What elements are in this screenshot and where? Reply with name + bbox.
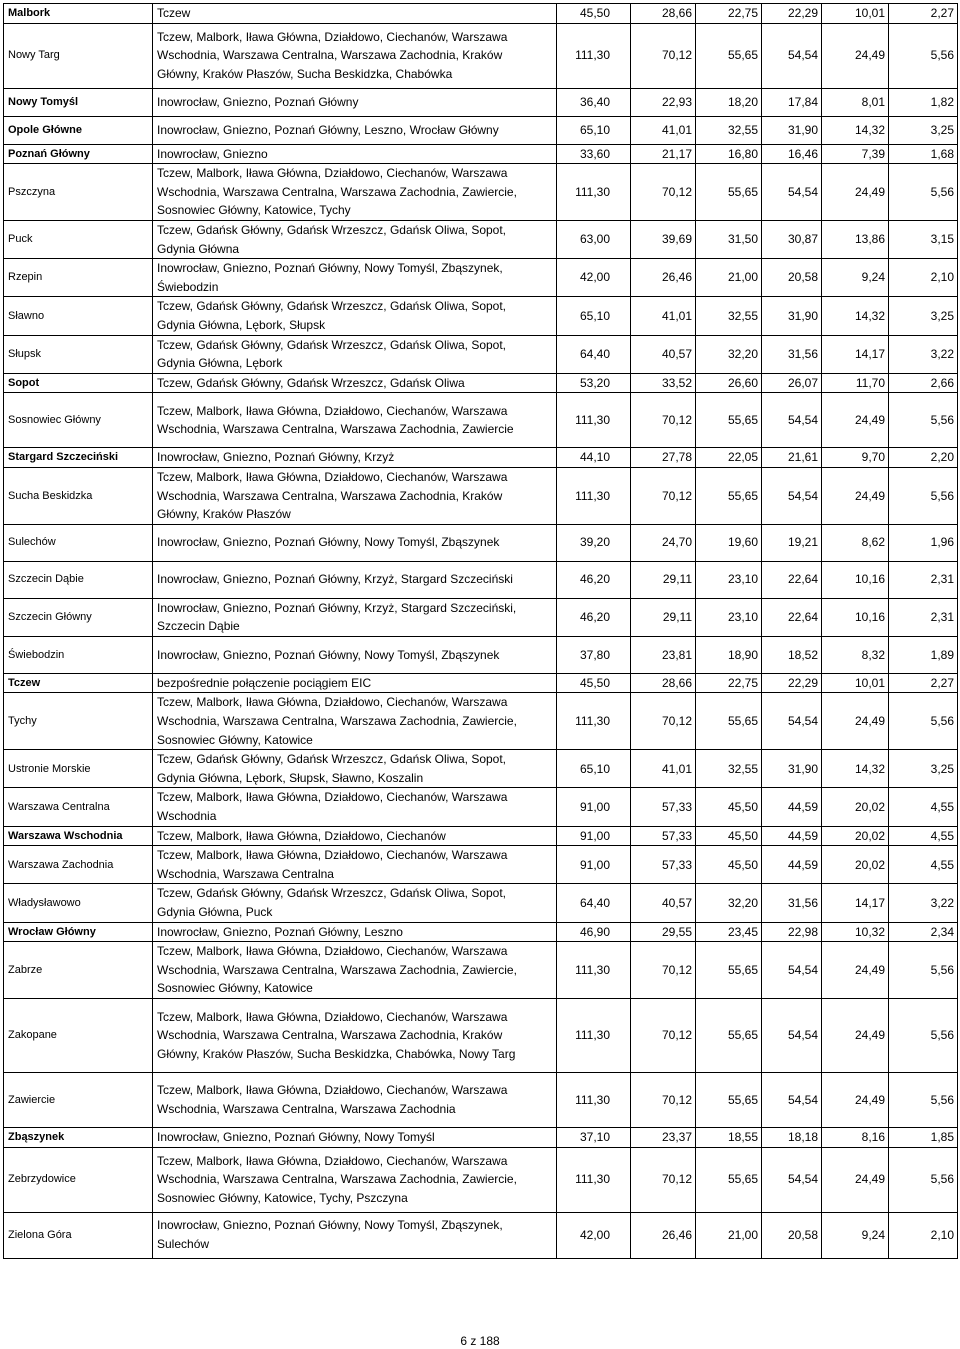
fare-cell: 57,33	[631, 788, 696, 826]
fare-cell: 2,31	[889, 598, 958, 636]
fare-cell: 70,12	[631, 23, 696, 88]
fare-cell: 70,12	[631, 164, 696, 221]
table-row	[4, 598, 958, 636]
fare-cell: 37,10	[557, 1127, 631, 1147]
route-cell: Tczew, Malbork, Iława Główna, Działdowo, Ciechanów, Warszawa Wschodnia, Warszawa Centralna, Warszawa Zachodnia, Kraków Główny, Kraków Płaszów, Sucha Beskidzka, Chabówka	[153, 23, 557, 88]
fare-cell: 54,54	[762, 998, 822, 1072]
fare-cell: 9,70	[822, 448, 889, 468]
fare-cell: 23,10	[696, 598, 762, 636]
fare-cell: 29,11	[631, 561, 696, 598]
fare-cell: 8,32	[822, 636, 889, 673]
fare-cell: 3,15	[889, 220, 958, 258]
fare-cell: 14,17	[822, 884, 889, 922]
fare-cell: 27,78	[631, 448, 696, 468]
station-cell: Warszawa Centralna	[4, 788, 153, 826]
fare-cell: 26,46	[631, 1212, 696, 1258]
fare-cell: 55,65	[696, 693, 762, 750]
fare-cell: 46,20	[557, 598, 631, 636]
table-row	[4, 1127, 958, 1147]
fare-cell: 33,52	[631, 373, 696, 393]
fare-cell: 20,02	[822, 826, 889, 846]
table-row	[4, 335, 958, 373]
fare-cell: 18,52	[762, 636, 822, 673]
fare-cell: 5,56	[889, 1072, 958, 1127]
fare-cell: 2,31	[889, 561, 958, 598]
fare-cell: 70,12	[631, 1147, 696, 1212]
route-cell: Tczew, Gdańsk Główny, Gdańsk Wrzeszcz, Gdańsk Oliwa, Sopot, Gdynia Główna, Lębork	[153, 335, 557, 373]
fare-cell: 10,01	[822, 4, 889, 24]
table-row	[4, 998, 958, 1072]
table-row	[4, 393, 958, 448]
route-cell: Tczew, Gdańsk Główny, Gdańsk Wrzeszcz, Gdańsk Oliwa, Sopot, Gdynia Główna, Lębork, Słupsk, Sławno, Koszalin	[153, 750, 557, 788]
table-row	[4, 942, 958, 999]
table-row	[4, 636, 958, 673]
route-cell: Inowrocław, Gniezno, Poznań Główny, Nowy Tomyśl, Zbąszynek	[153, 524, 557, 561]
fare-cell: 24,49	[822, 393, 889, 448]
route-cell: Inowrocław, Gniezno	[153, 144, 557, 164]
route-cell: Inowrocław, Gniezno, Poznań Główny, Krzyż, Stargard Szczeciński, Szczecin Dąbie	[153, 598, 557, 636]
fare-cell: 32,55	[696, 750, 762, 788]
fare-cell: 55,65	[696, 393, 762, 448]
fare-cell: 21,00	[696, 1212, 762, 1258]
table-row	[4, 922, 958, 942]
fare-cell: 3,25	[889, 116, 958, 144]
fare-cell: 36,40	[557, 88, 631, 116]
fare-cell: 54,54	[762, 467, 822, 524]
fare-cell: 70,12	[631, 998, 696, 1072]
route-cell: Tczew, Malbork, Iława Główna, Działdowo, Ciechanów, Warszawa Wschodnia, Warszawa Centralna, Warszawa Zachodnia, Kraków Główny, Kraków Płaszów, Sucha Beskidzka, Chabówka, Nowy Targ	[153, 998, 557, 1072]
table-row	[4, 846, 958, 884]
fare-cell: 11,70	[822, 373, 889, 393]
route-cell: Inowrocław, Gniezno, Poznań Główny, Nowy Tomyśl	[153, 1127, 557, 1147]
route-cell: Tczew, Malbork, Iława Główna, Działdowo, Ciechanów, Warszawa Wschodnia, Warszawa Centralna	[153, 846, 557, 884]
station-cell: Sławno	[4, 297, 153, 335]
fare-cell: 70,12	[631, 942, 696, 999]
fare-cell: 22,93	[631, 88, 696, 116]
fare-cell: 22,64	[762, 561, 822, 598]
fare-cell: 19,21	[762, 524, 822, 561]
fare-cell: 5,56	[889, 998, 958, 1072]
fare-cell: 13,86	[822, 220, 889, 258]
fare-cell: 5,56	[889, 1147, 958, 1212]
fare-cell: 22,98	[762, 922, 822, 942]
fare-cell: 24,49	[822, 467, 889, 524]
fare-cell: 20,58	[762, 1212, 822, 1258]
fare-cell: 53,20	[557, 373, 631, 393]
fare-cell: 111,30	[557, 693, 631, 750]
fare-cell: 20,02	[822, 788, 889, 826]
fare-cell: 70,12	[631, 693, 696, 750]
fare-cell: 42,00	[557, 1212, 631, 1258]
station-cell: Szczecin Główny	[4, 598, 153, 636]
table-row	[4, 23, 958, 88]
fare-cell: 28,66	[631, 4, 696, 24]
fare-cell: 44,59	[762, 788, 822, 826]
fare-cell: 55,65	[696, 1072, 762, 1127]
table-row	[4, 4, 958, 24]
table-row	[4, 88, 958, 116]
station-cell: Opole Główne	[4, 116, 153, 144]
table-row	[4, 467, 958, 524]
fare-cell: 24,49	[822, 1072, 889, 1127]
fare-cell: 111,30	[557, 998, 631, 1072]
fare-cell: 33,60	[557, 144, 631, 164]
route-cell: Inowrocław, Gniezno, Poznań Główny	[153, 88, 557, 116]
fare-cell: 17,84	[762, 88, 822, 116]
fare-cell: 46,90	[557, 922, 631, 942]
fare-cell: 31,90	[762, 116, 822, 144]
fare-cell: 111,30	[557, 1147, 631, 1212]
fare-cell: 91,00	[557, 846, 631, 884]
fare-cell: 91,00	[557, 788, 631, 826]
fare-cell: 24,49	[822, 998, 889, 1072]
fare-cell: 70,12	[631, 393, 696, 448]
fare-cell: 2,10	[889, 259, 958, 297]
fare-cell: 5,56	[889, 23, 958, 88]
fare-cell: 31,90	[762, 750, 822, 788]
table-row	[4, 448, 958, 468]
fare-cell: 24,49	[822, 1147, 889, 1212]
fare-cell: 10,16	[822, 598, 889, 636]
table-row	[4, 788, 958, 826]
station-cell: Władysławowo	[4, 884, 153, 922]
fare-cell: 64,40	[557, 335, 631, 373]
route-cell: Inowrocław, Gniezno, Poznań Główny, Krzyż	[153, 448, 557, 468]
fare-cell: 9,24	[822, 259, 889, 297]
station-cell: Szczecin Dąbie	[4, 561, 153, 598]
fare-cell: 41,01	[631, 297, 696, 335]
fare-cell: 55,65	[696, 164, 762, 221]
fare-cell: 18,90	[696, 636, 762, 673]
route-cell: Tczew, Malbork, Iława Główna, Działdowo, Ciechanów	[153, 826, 557, 846]
fare-cell: 26,07	[762, 373, 822, 393]
station-cell: Ustronie Morskie	[4, 750, 153, 788]
fare-cell: 18,18	[762, 1127, 822, 1147]
table-row	[4, 116, 958, 144]
fare-cell: 24,49	[822, 23, 889, 88]
station-cell: Nowy Targ	[4, 23, 153, 88]
fare-cell: 26,60	[696, 373, 762, 393]
table-row	[4, 561, 958, 598]
route-cell: Tczew, Gdańsk Główny, Gdańsk Wrzeszcz, Gdańsk Oliwa, Sopot, Gdynia Główna	[153, 220, 557, 258]
fare-cell: 54,54	[762, 693, 822, 750]
fare-cell: 57,33	[631, 846, 696, 884]
fare-cell: 22,64	[762, 598, 822, 636]
fare-cell: 3,25	[889, 297, 958, 335]
fare-cell: 31,56	[762, 884, 822, 922]
fare-cell: 54,54	[762, 164, 822, 221]
table-row	[4, 884, 958, 922]
route-cell: Tczew, Gdańsk Główny, Gdańsk Wrzeszcz, Gdańsk Oliwa, Sopot, Gdynia Główna, Lębork, Słupsk	[153, 297, 557, 335]
station-cell: Poznań Główny	[4, 144, 153, 164]
fare-cell: 70,12	[631, 467, 696, 524]
fare-cell: 5,56	[889, 164, 958, 221]
fare-cell: 21,17	[631, 144, 696, 164]
fare-cell: 7,39	[822, 144, 889, 164]
route-cell: Inowrocław, Gniezno, Poznań Główny, Leszno	[153, 922, 557, 942]
fare-table	[3, 3, 958, 1259]
fare-cell: 4,55	[889, 846, 958, 884]
fare-cell: 31,50	[696, 220, 762, 258]
route-cell: bezpośrednie połączenie pociągiem EIC	[153, 673, 557, 693]
route-cell: Inowrocław, Gniezno, Poznań Główny, Nowy Tomyśl, Zbąszynek	[153, 636, 557, 673]
fare-cell: 111,30	[557, 942, 631, 999]
fare-cell: 57,33	[631, 826, 696, 846]
fare-cell: 44,10	[557, 448, 631, 468]
route-cell: Inowrocław, Gniezno, Poznań Główny, Nowy Tomyśl, Zbąszynek, Świebodzin	[153, 259, 557, 297]
table-row	[4, 144, 958, 164]
fare-cell: 40,57	[631, 335, 696, 373]
fare-cell: 111,30	[557, 393, 631, 448]
fare-cell: 37,80	[557, 636, 631, 673]
station-cell: Sulechów	[4, 524, 153, 561]
station-cell: Zielona Góra	[4, 1212, 153, 1258]
fare-cell: 23,81	[631, 636, 696, 673]
fare-cell: 29,55	[631, 922, 696, 942]
fare-cell: 18,55	[696, 1127, 762, 1147]
table-row	[4, 373, 958, 393]
route-cell: Inowrocław, Gniezno, Poznań Główny, Nowy Tomyśl, Zbąszynek, Sulechów	[153, 1212, 557, 1258]
fare-cell: 39,69	[631, 220, 696, 258]
fare-cell: 24,70	[631, 524, 696, 561]
fare-cell: 91,00	[557, 826, 631, 846]
fare-cell: 45,50	[557, 673, 631, 693]
table-row	[4, 750, 958, 788]
fare-cell: 5,56	[889, 393, 958, 448]
fare-cell: 54,54	[762, 393, 822, 448]
table-row	[4, 1072, 958, 1127]
fare-cell: 111,30	[557, 1072, 631, 1127]
fare-cell: 8,62	[822, 524, 889, 561]
fare-cell: 55,65	[696, 1147, 762, 1212]
fare-cell: 29,11	[631, 598, 696, 636]
fare-cell: 14,32	[822, 116, 889, 144]
fare-cell: 14,32	[822, 297, 889, 335]
fare-cell: 111,30	[557, 23, 631, 88]
route-cell: Tczew, Malbork, Iława Główna, Działdowo, Ciechanów, Warszawa Wschodnia, Warszawa Centralna, Warszawa Zachodnia, Zawiercie, Sosnowiec Główny, Katowice	[153, 942, 557, 999]
fare-cell: 5,56	[889, 942, 958, 999]
station-cell: Sosnowiec Główny	[4, 393, 153, 448]
table-row	[4, 164, 958, 221]
fare-table-body	[4, 4, 958, 1259]
route-cell: Tczew, Malbork, Iława Główna, Działdowo, Ciechanów, Warszawa Wschodnia, Warszawa Centralna, Warszawa Zachodnia	[153, 1072, 557, 1127]
fare-cell: 1,82	[889, 88, 958, 116]
table-row	[4, 693, 958, 750]
fare-cell: 14,17	[822, 335, 889, 373]
station-cell: Zakopane	[4, 998, 153, 1072]
fare-cell: 55,65	[696, 23, 762, 88]
fare-cell: 4,55	[889, 826, 958, 846]
station-cell: Puck	[4, 220, 153, 258]
route-cell: Tczew, Gdańsk Główny, Gdańsk Wrzeszcz, Gdańsk Oliwa	[153, 373, 557, 393]
fare-cell: 2,27	[889, 673, 958, 693]
fare-cell: 23,37	[631, 1127, 696, 1147]
station-cell: Malbork	[4, 4, 153, 24]
fare-cell: 2,27	[889, 4, 958, 24]
fare-cell: 32,55	[696, 116, 762, 144]
fare-cell: 28,66	[631, 673, 696, 693]
fare-cell: 18,20	[696, 88, 762, 116]
fare-cell: 32,55	[696, 297, 762, 335]
fare-cell: 22,29	[762, 673, 822, 693]
route-cell: Tczew, Malbork, Iława Główna, Działdowo, Ciechanów, Warszawa Wschodnia, Warszawa Centralna, Warszawa Zachodnia, Zawiercie, Sosnowiec Główny, Katowice, Tychy, Pszczyna	[153, 1147, 557, 1212]
fare-cell: 65,10	[557, 116, 631, 144]
fare-cell: 30,87	[762, 220, 822, 258]
fare-cell: 1,89	[889, 636, 958, 673]
fare-cell: 9,24	[822, 1212, 889, 1258]
table-row	[4, 524, 958, 561]
fare-cell: 26,46	[631, 259, 696, 297]
fare-cell: 31,56	[762, 335, 822, 373]
station-cell: Wrocław Główny	[4, 922, 153, 942]
fare-cell: 65,10	[557, 750, 631, 788]
page-number: 6 z 188	[460, 1334, 500, 1348]
station-cell: Warszawa Wschodnia	[4, 826, 153, 846]
fare-cell: 24,49	[822, 942, 889, 999]
fare-cell: 3,25	[889, 750, 958, 788]
fare-cell: 44,59	[762, 826, 822, 846]
fare-cell: 55,65	[696, 998, 762, 1072]
fare-cell: 20,02	[822, 846, 889, 884]
fare-cell: 21,61	[762, 448, 822, 468]
fare-cell: 4,55	[889, 788, 958, 826]
table-row	[4, 673, 958, 693]
table-row	[4, 826, 958, 846]
fare-cell: 3,22	[889, 884, 958, 922]
fare-cell: 41,01	[631, 750, 696, 788]
fare-cell: 54,54	[762, 23, 822, 88]
fare-cell: 45,50	[696, 846, 762, 884]
fare-cell: 54,54	[762, 942, 822, 999]
station-cell: Zabrze	[4, 942, 153, 999]
fare-cell: 42,00	[557, 259, 631, 297]
fare-cell: 54,54	[762, 1147, 822, 1212]
route-cell: Inowrocław, Gniezno, Poznań Główny, Leszno, Wrocław Główny	[153, 116, 557, 144]
table-row	[4, 297, 958, 335]
fare-cell: 111,30	[557, 467, 631, 524]
table-row	[4, 220, 958, 258]
fare-cell: 32,20	[696, 335, 762, 373]
fare-cell: 45,50	[696, 788, 762, 826]
fare-cell: 10,16	[822, 561, 889, 598]
fare-cell: 55,65	[696, 467, 762, 524]
fare-cell: 2,10	[889, 1212, 958, 1258]
fare-cell: 111,30	[557, 164, 631, 221]
fare-cell: 45,50	[696, 826, 762, 846]
route-cell: Tczew	[153, 4, 557, 24]
fare-cell: 14,32	[822, 750, 889, 788]
route-cell: Tczew, Gdańsk Główny, Gdańsk Wrzeszcz, Gdańsk Oliwa, Sopot, Gdynia Główna, Puck	[153, 884, 557, 922]
fare-cell: 55,65	[696, 942, 762, 999]
station-cell: Tychy	[4, 693, 153, 750]
fare-cell: 3,22	[889, 335, 958, 373]
station-cell: Zawiercie	[4, 1072, 153, 1127]
fare-cell: 64,40	[557, 884, 631, 922]
route-cell: Tczew, Malbork, Iława Główna, Działdowo, Ciechanów, Warszawa Wschodnia	[153, 788, 557, 826]
station-cell: Warszawa Zachodnia	[4, 846, 153, 884]
fare-cell: 23,10	[696, 561, 762, 598]
fare-cell: 16,80	[696, 144, 762, 164]
fare-cell: 2,34	[889, 922, 958, 942]
fare-cell: 16,46	[762, 144, 822, 164]
fare-cell: 46,20	[557, 561, 631, 598]
fare-cell: 10,01	[822, 673, 889, 693]
fare-cell: 24,49	[822, 693, 889, 750]
fare-cell: 45,50	[557, 4, 631, 24]
fare-cell: 24,49	[822, 164, 889, 221]
fare-cell: 5,56	[889, 693, 958, 750]
station-cell: Sopot	[4, 373, 153, 393]
table-row	[4, 259, 958, 297]
fare-cell: 5,56	[889, 467, 958, 524]
fare-cell: 31,90	[762, 297, 822, 335]
station-cell: Rzepin	[4, 259, 153, 297]
fare-cell: 32,20	[696, 884, 762, 922]
fare-cell: 22,29	[762, 4, 822, 24]
fare-cell: 19,60	[696, 524, 762, 561]
fare-cell: 23,45	[696, 922, 762, 942]
station-cell: Stargard Szczeciński	[4, 448, 153, 468]
fare-cell: 63,00	[557, 220, 631, 258]
fare-cell: 22,75	[696, 4, 762, 24]
fare-cell: 22,05	[696, 448, 762, 468]
fare-cell: 54,54	[762, 1072, 822, 1127]
fare-cell: 21,00	[696, 259, 762, 297]
fare-cell: 39,20	[557, 524, 631, 561]
fare-cell: 41,01	[631, 116, 696, 144]
table-row	[4, 1147, 958, 1212]
fare-cell: 1,85	[889, 1127, 958, 1147]
station-cell: Nowy Tomyśl	[4, 88, 153, 116]
fare-cell: 8,16	[822, 1127, 889, 1147]
station-cell: Tczew	[4, 673, 153, 693]
fare-cell: 65,10	[557, 297, 631, 335]
route-cell: Inowrocław, Gniezno, Poznań Główny, Krzyż, Stargard Szczeciński	[153, 561, 557, 598]
fare-cell: 20,58	[762, 259, 822, 297]
fare-cell: 10,32	[822, 922, 889, 942]
fare-cell: 70,12	[631, 1072, 696, 1127]
station-cell: Słupsk	[4, 335, 153, 373]
station-cell: Sucha Beskidzka	[4, 467, 153, 524]
fare-cell: 1,96	[889, 524, 958, 561]
route-cell: Tczew, Malbork, Iława Główna, Działdowo, Ciechanów, Warszawa Wschodnia, Warszawa Centralna, Warszawa Zachodnia, Zawiercie, Sosnowiec Główny, Katowice, Tychy	[153, 164, 557, 221]
fare-cell: 8,01	[822, 88, 889, 116]
fare-cell: 1,68	[889, 144, 958, 164]
station-cell: Pszczyna	[4, 164, 153, 221]
station-cell: Zbąszynek	[4, 1127, 153, 1147]
route-cell: Tczew, Malbork, Iława Główna, Działdowo, Ciechanów, Warszawa Wschodnia, Warszawa Centralna, Warszawa Zachodnia, Kraków Główny, Kraków Płaszów	[153, 467, 557, 524]
fare-cell: 40,57	[631, 884, 696, 922]
route-cell: Tczew, Malbork, Iława Główna, Działdowo, Ciechanów, Warszawa Wschodnia, Warszawa Centralna, Warszawa Zachodnia, Zawiercie	[153, 393, 557, 448]
fare-cell: 44,59	[762, 846, 822, 884]
fare-cell: 2,20	[889, 448, 958, 468]
table-row	[4, 1212, 958, 1258]
fare-cell: 22,75	[696, 673, 762, 693]
station-cell: Zebrzydowice	[4, 1147, 153, 1212]
route-cell: Tczew, Malbork, Iława Główna, Działdowo, Ciechanów, Warszawa Wschodnia, Warszawa Centralna, Warszawa Zachodnia, Zawiercie, Sosnowiec Główny, Katowice	[153, 693, 557, 750]
station-cell: Świebodzin	[4, 636, 153, 673]
fare-cell: 2,66	[889, 373, 958, 393]
